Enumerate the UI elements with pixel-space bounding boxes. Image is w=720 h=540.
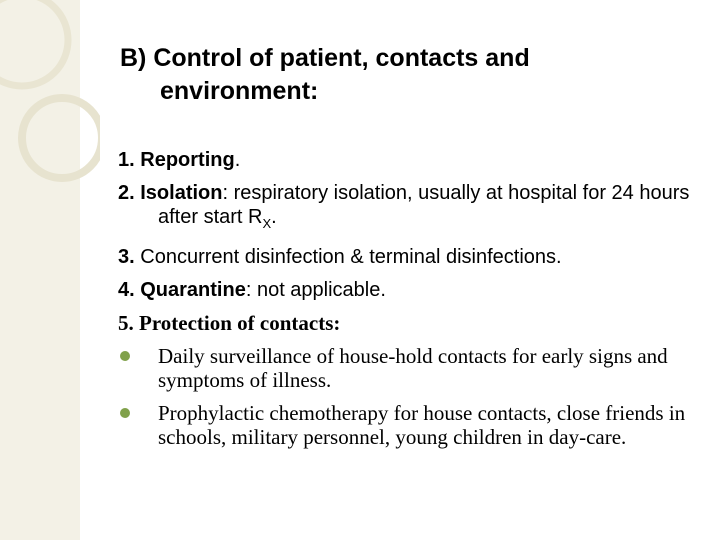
list-item-reporting xyxy=(118,148,698,172)
item-tail: . xyxy=(271,206,277,228)
list-item-protection xyxy=(118,311,698,335)
title-line-1: B) Control of patient, contacts and xyxy=(120,44,530,72)
decorative-rings-icon xyxy=(0,0,100,260)
item-label: Protection of contacts: xyxy=(139,311,341,335)
list-item-isolation xyxy=(118,181,698,236)
bullet-dot-icon xyxy=(120,408,130,418)
bullet-item xyxy=(118,344,698,392)
item-number: 3. xyxy=(118,246,135,268)
item-number: 1. xyxy=(118,149,135,171)
slide-title xyxy=(120,42,680,108)
list-item-quarantine xyxy=(118,278,698,302)
item-number: 4. xyxy=(118,279,135,301)
bullet-text: Daily surveillance of house-hold contacts for early signs and symptoms of illness. xyxy=(158,344,668,392)
item-label: Isolation xyxy=(140,182,223,204)
item-label: Quarantine xyxy=(140,279,246,301)
subscript-x: X xyxy=(262,216,272,231)
item-number: 2. xyxy=(118,182,135,204)
item-number: 5. xyxy=(118,311,134,335)
bullet-text: Prophylactic chemotherapy for house contacts, close friends in schools, military personnel, young children in day-care. xyxy=(158,401,686,449)
list-item-disinfection xyxy=(118,245,698,269)
bullet-dot-icon xyxy=(120,351,130,361)
slide-content xyxy=(118,148,698,458)
item-text: : not applicable. xyxy=(245,279,386,301)
item-label: Reporting xyxy=(140,149,235,171)
item-text: : respiratory isolation, usually at hospital for 24 hours after start R xyxy=(158,182,690,228)
item-text: Concurrent disinfection & terminal disinfections. xyxy=(140,246,562,268)
item-text: . xyxy=(234,149,241,171)
bullet-item xyxy=(118,401,698,449)
title-line-2: environment: xyxy=(160,77,319,105)
